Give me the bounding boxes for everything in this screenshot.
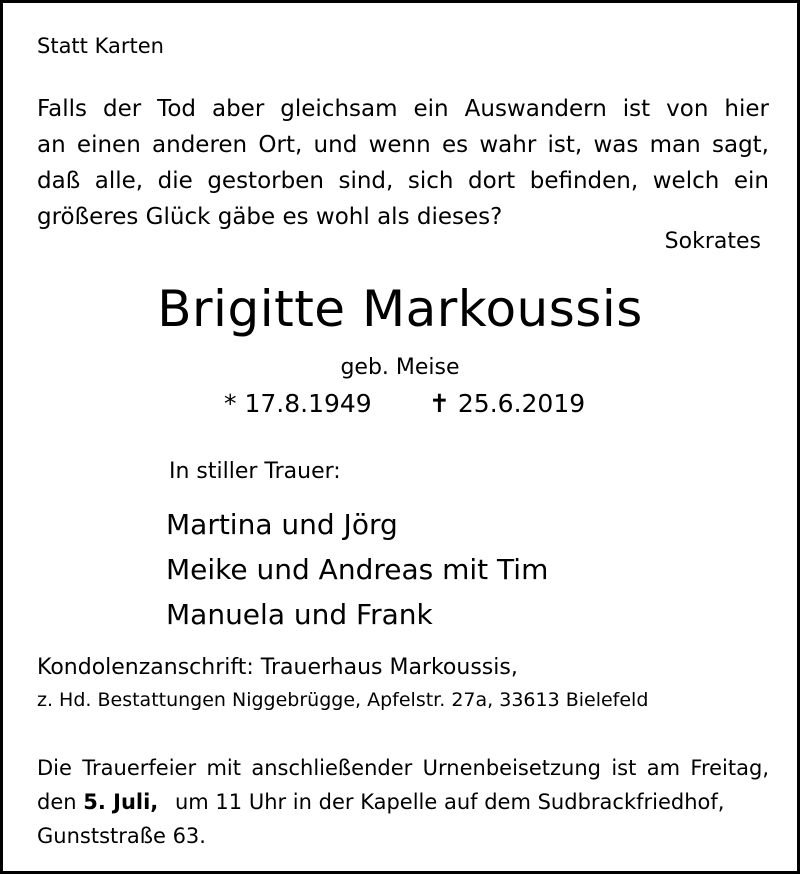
quote-line: an einen anderen Ort, und wenn es wahr ist, was man sagt, <box>37 132 769 158</box>
funeral-line <box>37 785 769 819</box>
death-date: 25.6.2019 <box>457 389 586 418</box>
condolence-address <box>37 653 648 717</box>
life-dates <box>224 389 586 418</box>
condolence-address-line: z. Hd. Bestattungen Niggebrügge, Apfelstr. 27a, 33613 Bielefeld <box>37 689 649 711</box>
quote-author: Sokrates <box>664 229 761 254</box>
birth-star-icon: * <box>224 389 237 418</box>
birth-date-group <box>224 389 372 418</box>
birth-date: 17.8.1949 <box>244 389 372 418</box>
quote-line: Falls der Tod aber gleichsam ein Auswandern ist von hier <box>37 96 769 122</box>
funeral-time-place: um 11 Uhr in der Kapelle auf dem Sudbrackfriedhof, <box>174 790 725 814</box>
funeral-info <box>37 751 769 853</box>
condolence-address-line: Kondolenzanschrift: Trauerhaus Markoussis, <box>37 655 518 680</box>
quote-line: daß alle, die gestorben sind, sich dort befinden, welch ein <box>37 168 769 194</box>
funeral-line: Gunststraße 63. <box>37 824 206 848</box>
birth-name: geb. Meise <box>340 355 460 380</box>
mourner-entry: Manuela und Frank <box>166 598 433 631</box>
cross-icon: ✝ <box>429 389 450 418</box>
death-date-group <box>429 389 585 418</box>
notice-header: Statt Karten <box>37 34 164 58</box>
funeral-date: 5. Juli, <box>83 790 159 814</box>
funeral-prefix: den <box>37 790 77 814</box>
mourners-list <box>166 502 548 637</box>
quote-line: größeres Glück gäbe es wohl als dieses? <box>37 204 503 230</box>
mourning-heading: In stiller Trauer: <box>169 459 341 484</box>
mourner-entry: Martina und Jörg <box>166 508 398 541</box>
quote-block <box>37 91 769 235</box>
funeral-line: Die Trauerfeier mit anschließender Urnenbeisetzung ist am Freitag, <box>37 756 769 780</box>
deceased-name: Brigitte Markoussis <box>157 280 643 338</box>
mourner-entry: Meike und Andreas mit Tim <box>166 553 549 586</box>
